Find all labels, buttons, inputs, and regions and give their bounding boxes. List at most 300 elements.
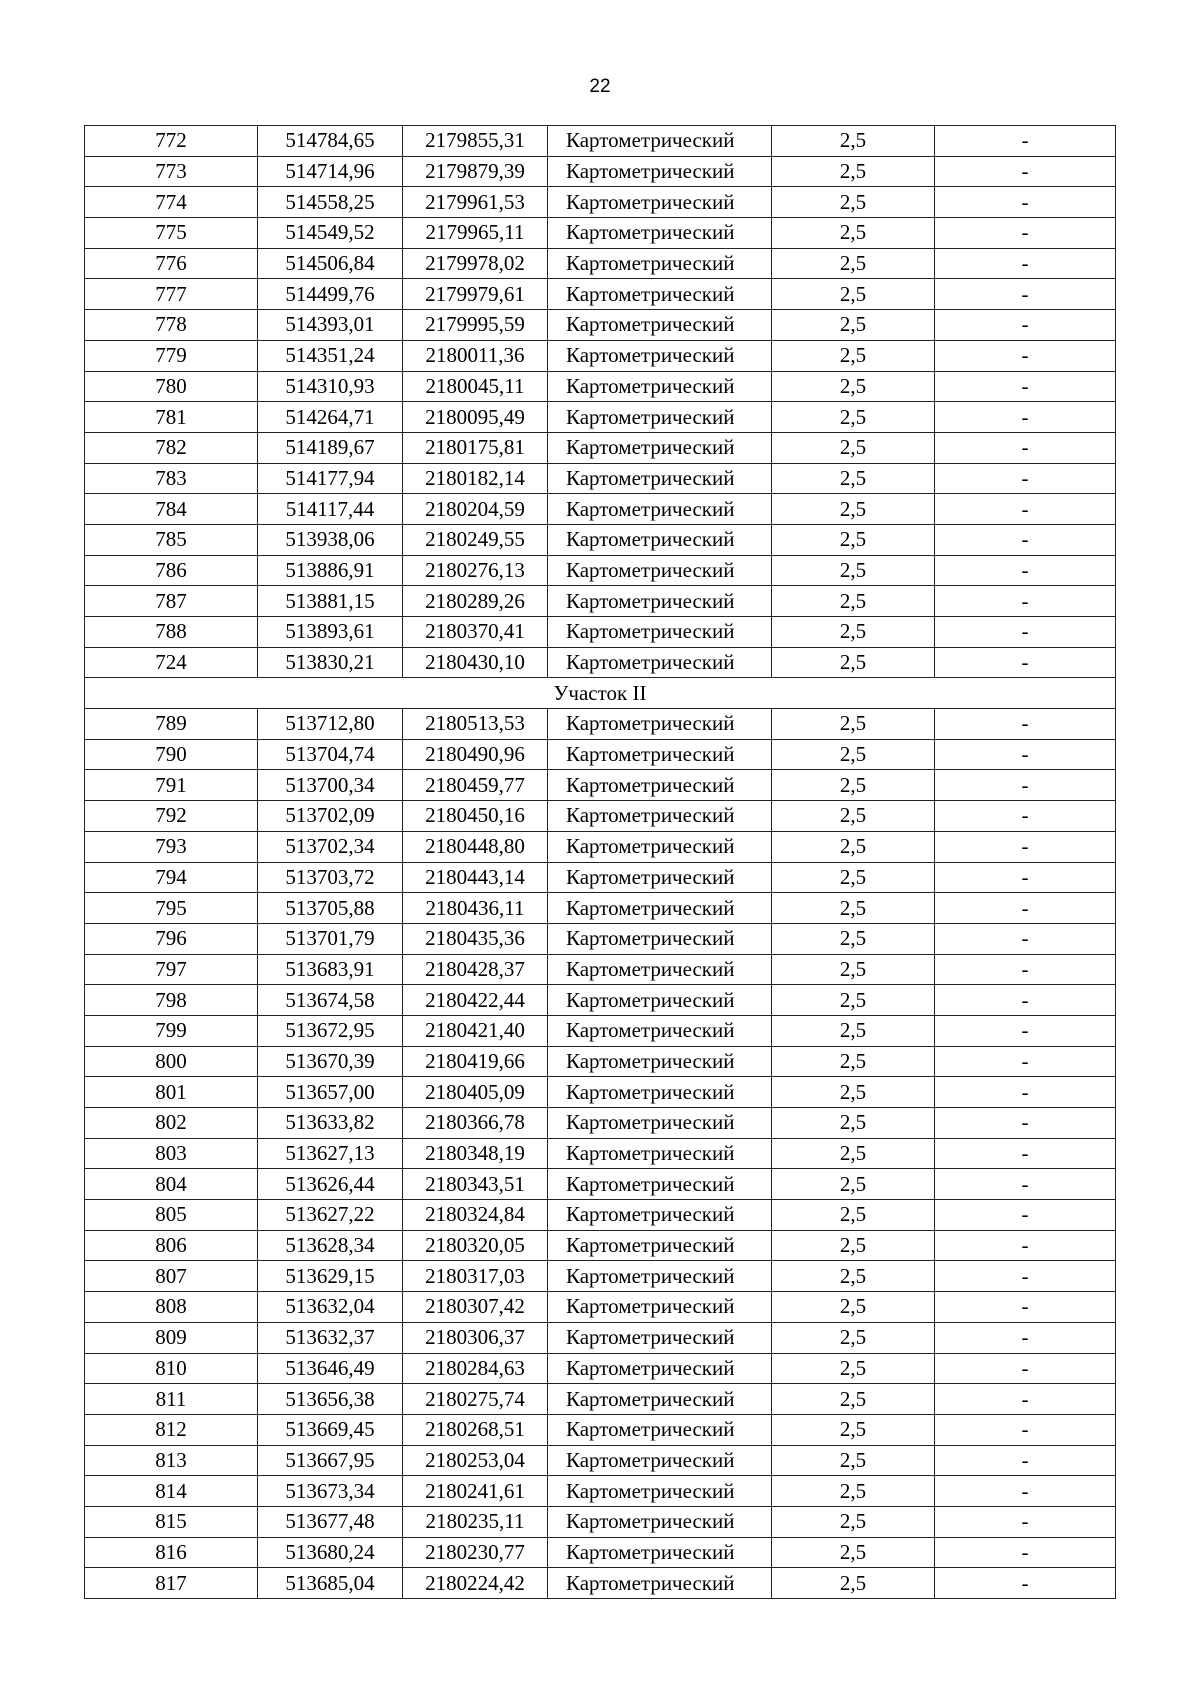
point-number-cell: 805 (85, 1200, 258, 1231)
page-number: 22 (589, 76, 611, 97)
y-coordinate-cell: 2180324,84 (403, 1200, 548, 1231)
method-cell: Картометрический (548, 739, 772, 770)
method-cell: Картометрический (548, 432, 772, 463)
point-number-cell: 787 (85, 586, 258, 617)
x-coordinate-cell: 513685,04 (258, 1568, 403, 1599)
y-coordinate-cell: 2180306,37 (403, 1322, 548, 1353)
accuracy-cell: 2,5 (772, 524, 935, 555)
description-cell: - (935, 248, 1116, 279)
coordinates-table-body (85, 126, 1116, 1599)
x-coordinate-cell: 513672,95 (258, 1015, 403, 1046)
table-row (85, 617, 1116, 648)
x-coordinate-cell: 513702,34 (258, 831, 403, 862)
table-row (85, 310, 1116, 341)
table-row (85, 555, 1116, 586)
method-cell: Картометрический (548, 1506, 772, 1537)
point-number-cell: 798 (85, 985, 258, 1016)
accuracy-cell: 2,5 (772, 1537, 935, 1568)
accuracy-cell: 2,5 (772, 647, 935, 678)
method-cell: Картометрический (548, 1322, 772, 1353)
description-cell: - (935, 463, 1116, 494)
y-coordinate-cell: 2180422,44 (403, 985, 548, 1016)
accuracy-cell: 2,5 (772, 1506, 935, 1537)
table-row (85, 1384, 1116, 1415)
method-cell: Картометрический (548, 371, 772, 402)
table-row (85, 770, 1116, 801)
x-coordinate-cell: 513701,79 (258, 923, 403, 954)
point-number-cell: 779 (85, 340, 258, 371)
method-cell: Картометрический (548, 156, 772, 187)
description-cell: - (935, 954, 1116, 985)
point-number-cell: 793 (85, 831, 258, 862)
description-cell: - (935, 893, 1116, 924)
accuracy-cell: 2,5 (772, 1108, 935, 1139)
description-cell: - (935, 494, 1116, 525)
accuracy-cell: 2,5 (772, 1200, 935, 1231)
method-cell: Картометрический (548, 985, 772, 1016)
y-coordinate-cell: 2180204,59 (403, 494, 548, 525)
x-coordinate-cell: 513677,48 (258, 1506, 403, 1537)
accuracy-cell: 2,5 (772, 1568, 935, 1599)
method-cell: Картометрический (548, 586, 772, 617)
method-cell: Картометрический (548, 1261, 772, 1292)
table-row (85, 371, 1116, 402)
method-cell: Картометрический (548, 218, 772, 249)
x-coordinate-cell: 513669,45 (258, 1414, 403, 1445)
y-coordinate-cell: 2180045,11 (403, 371, 548, 402)
description-cell: - (935, 156, 1116, 187)
y-coordinate-cell: 2180253,04 (403, 1445, 548, 1476)
method-cell: Картометрический (548, 463, 772, 494)
accuracy-cell: 2,5 (772, 218, 935, 249)
accuracy-cell: 2,5 (772, 402, 935, 433)
description-cell: - (935, 647, 1116, 678)
y-coordinate-cell: 2179995,59 (403, 310, 548, 341)
description-cell: - (935, 1108, 1116, 1139)
description-cell: - (935, 1292, 1116, 1323)
x-coordinate-cell: 514499,76 (258, 279, 403, 310)
description-cell: - (935, 1046, 1116, 1077)
point-number-cell: 800 (85, 1046, 258, 1077)
table-row (85, 801, 1116, 832)
description-cell: - (935, 1384, 1116, 1415)
accuracy-cell: 2,5 (772, 985, 935, 1016)
x-coordinate-cell: 514177,94 (258, 463, 403, 494)
y-coordinate-cell: 2180348,19 (403, 1138, 548, 1169)
point-number-cell: 792 (85, 801, 258, 832)
y-coordinate-cell: 2180182,14 (403, 463, 548, 494)
x-coordinate-cell: 514393,01 (258, 310, 403, 341)
table-row (85, 923, 1116, 954)
accuracy-cell: 2,5 (772, 1046, 935, 1077)
y-coordinate-cell: 2180435,36 (403, 923, 548, 954)
x-coordinate-cell: 513700,34 (258, 770, 403, 801)
x-coordinate-cell: 514351,24 (258, 340, 403, 371)
table-row (85, 1108, 1116, 1139)
x-coordinate-cell: 513881,15 (258, 586, 403, 617)
point-number-cell: 814 (85, 1476, 258, 1507)
y-coordinate-cell: 2180343,51 (403, 1169, 548, 1200)
table-row (85, 156, 1116, 187)
description-cell: - (935, 770, 1116, 801)
method-cell: Картометрический (548, 1077, 772, 1108)
description-cell: - (935, 1261, 1116, 1292)
x-coordinate-cell: 513646,49 (258, 1353, 403, 1384)
x-coordinate-cell: 513704,74 (258, 739, 403, 770)
accuracy-cell: 2,5 (772, 586, 935, 617)
accuracy-cell: 2,5 (772, 1353, 935, 1384)
accuracy-cell: 2,5 (772, 1077, 935, 1108)
x-coordinate-cell: 513702,09 (258, 801, 403, 832)
table-row (85, 524, 1116, 555)
point-number-cell: 778 (85, 310, 258, 341)
y-coordinate-cell: 2180011,36 (403, 340, 548, 371)
accuracy-cell: 2,5 (772, 248, 935, 279)
accuracy-cell: 2,5 (772, 187, 935, 218)
x-coordinate-cell: 513712,80 (258, 709, 403, 740)
x-coordinate-cell: 513674,58 (258, 985, 403, 1016)
method-cell: Картометрический (548, 647, 772, 678)
point-number-cell: 772 (85, 126, 258, 157)
description-cell: - (935, 862, 1116, 893)
description-cell: - (935, 923, 1116, 954)
method-cell: Картометрический (548, 1414, 772, 1445)
table-row (85, 1169, 1116, 1200)
accuracy-cell: 2,5 (772, 126, 935, 157)
table-row (85, 494, 1116, 525)
description-cell: - (935, 739, 1116, 770)
x-coordinate-cell: 513680,24 (258, 1537, 403, 1568)
y-coordinate-cell: 2179979,61 (403, 279, 548, 310)
method-cell: Картометрический (548, 1108, 772, 1139)
y-coordinate-cell: 2180289,26 (403, 586, 548, 617)
table-row (85, 1230, 1116, 1261)
x-coordinate-cell: 513656,38 (258, 1384, 403, 1415)
table-row (85, 1353, 1116, 1384)
accuracy-cell: 2,5 (772, 739, 935, 770)
x-coordinate-cell: 514117,44 (258, 494, 403, 525)
table-row (85, 1261, 1116, 1292)
table-row (85, 1476, 1116, 1507)
description-cell: - (935, 985, 1116, 1016)
method-cell: Картометрический (548, 310, 772, 341)
point-number-cell: 790 (85, 739, 258, 770)
table-row (85, 739, 1116, 770)
accuracy-cell: 2,5 (772, 371, 935, 402)
table-row (85, 218, 1116, 249)
x-coordinate-cell: 514549,52 (258, 218, 403, 249)
y-coordinate-cell: 2180370,41 (403, 617, 548, 648)
y-coordinate-cell: 2180175,81 (403, 432, 548, 463)
y-coordinate-cell: 2179961,53 (403, 187, 548, 218)
x-coordinate-cell: 514264,71 (258, 402, 403, 433)
accuracy-cell: 2,5 (772, 923, 935, 954)
table-row (85, 1445, 1116, 1476)
point-number-cell: 789 (85, 709, 258, 740)
accuracy-cell: 2,5 (772, 1292, 935, 1323)
y-coordinate-cell: 2180421,40 (403, 1015, 548, 1046)
y-coordinate-cell: 2180230,77 (403, 1537, 548, 1568)
accuracy-cell: 2,5 (772, 1414, 935, 1445)
method-cell: Картометрический (548, 617, 772, 648)
method-cell: Картометрический (548, 248, 772, 279)
point-number-cell: 816 (85, 1537, 258, 1568)
description-cell: - (935, 524, 1116, 555)
description-cell: - (935, 310, 1116, 341)
accuracy-cell: 2,5 (772, 156, 935, 187)
point-number-cell: 780 (85, 371, 258, 402)
accuracy-cell: 2,5 (772, 862, 935, 893)
description-cell: - (935, 126, 1116, 157)
point-number-cell: 777 (85, 279, 258, 310)
table-row (85, 187, 1116, 218)
y-coordinate-cell: 2180095,49 (403, 402, 548, 433)
point-number-cell: 806 (85, 1230, 258, 1261)
description-cell: - (935, 1169, 1116, 1200)
description-cell: - (935, 1015, 1116, 1046)
description-cell: - (935, 709, 1116, 740)
point-number-cell: 775 (85, 218, 258, 249)
point-number-cell: 794 (85, 862, 258, 893)
method-cell: Картометрический (548, 1200, 772, 1231)
table-row (85, 862, 1116, 893)
x-coordinate-cell: 513627,22 (258, 1200, 403, 1231)
x-coordinate-cell: 513667,95 (258, 1445, 403, 1476)
x-coordinate-cell: 514506,84 (258, 248, 403, 279)
method-cell: Картометрический (548, 126, 772, 157)
x-coordinate-cell: 513886,91 (258, 555, 403, 586)
table-row (85, 893, 1116, 924)
x-coordinate-cell: 513629,15 (258, 1261, 403, 1292)
description-cell: - (935, 1322, 1116, 1353)
table-row (85, 709, 1116, 740)
y-coordinate-cell: 2180459,77 (403, 770, 548, 801)
description-cell: - (935, 432, 1116, 463)
point-number-cell: 801 (85, 1077, 258, 1108)
y-coordinate-cell: 2180307,42 (403, 1292, 548, 1323)
point-number-cell: 807 (85, 1261, 258, 1292)
point-number-cell: 782 (85, 432, 258, 463)
description-cell: - (935, 187, 1116, 218)
table-row (85, 1077, 1116, 1108)
description-cell: - (935, 1506, 1116, 1537)
accuracy-cell: 2,5 (772, 310, 935, 341)
method-cell: Картометрический (548, 831, 772, 862)
accuracy-cell: 2,5 (772, 1384, 935, 1415)
section-header-row (85, 678, 1116, 709)
y-coordinate-cell: 2180284,63 (403, 1353, 548, 1384)
point-number-cell: 811 (85, 1384, 258, 1415)
method-cell: Картометрический (548, 801, 772, 832)
description-cell: - (935, 340, 1116, 371)
description-cell: - (935, 617, 1116, 648)
table-row (85, 340, 1116, 371)
table-row (85, 1568, 1116, 1599)
accuracy-cell: 2,5 (772, 1169, 935, 1200)
description-cell: - (935, 1200, 1116, 1231)
method-cell: Картометрический (548, 709, 772, 740)
y-coordinate-cell: 2180428,37 (403, 954, 548, 985)
x-coordinate-cell: 513938,06 (258, 524, 403, 555)
method-cell: Картометрический (548, 1138, 772, 1169)
table-row (85, 1015, 1116, 1046)
accuracy-cell: 2,5 (772, 770, 935, 801)
point-number-cell: 788 (85, 617, 258, 648)
description-cell: - (935, 402, 1116, 433)
accuracy-cell: 2,5 (772, 1138, 935, 1169)
coordinates-table (84, 125, 1116, 1599)
table-row (85, 126, 1116, 157)
accuracy-cell: 2,5 (772, 432, 935, 463)
x-coordinate-cell: 513683,91 (258, 954, 403, 985)
accuracy-cell: 2,5 (772, 1261, 935, 1292)
y-coordinate-cell: 2180275,74 (403, 1384, 548, 1415)
method-cell: Картометрический (548, 1445, 772, 1476)
y-coordinate-cell: 2179965,11 (403, 218, 548, 249)
x-coordinate-cell: 513670,39 (258, 1046, 403, 1077)
table-row (85, 647, 1116, 678)
x-coordinate-cell: 514310,93 (258, 371, 403, 402)
description-cell: - (935, 586, 1116, 617)
point-number-cell: 797 (85, 954, 258, 985)
accuracy-cell: 2,5 (772, 1230, 935, 1261)
y-coordinate-cell: 2179978,02 (403, 248, 548, 279)
y-coordinate-cell: 2180235,11 (403, 1506, 548, 1537)
table-row (85, 432, 1116, 463)
table-row (85, 248, 1116, 279)
method-cell: Картометрический (548, 555, 772, 586)
point-number-cell: 724 (85, 647, 258, 678)
accuracy-cell: 2,5 (772, 279, 935, 310)
point-number-cell: 813 (85, 1445, 258, 1476)
x-coordinate-cell: 513673,34 (258, 1476, 403, 1507)
x-coordinate-cell: 513632,04 (258, 1292, 403, 1323)
point-number-cell: 783 (85, 463, 258, 494)
y-coordinate-cell: 2180419,66 (403, 1046, 548, 1077)
point-number-cell: 774 (85, 187, 258, 218)
x-coordinate-cell: 513830,21 (258, 647, 403, 678)
y-coordinate-cell: 2180436,11 (403, 893, 548, 924)
point-number-cell: 803 (85, 1138, 258, 1169)
table-row (85, 463, 1116, 494)
x-coordinate-cell: 514558,25 (258, 187, 403, 218)
method-cell: Картометрический (548, 923, 772, 954)
method-cell: Картометрический (548, 1230, 772, 1261)
point-number-cell: 804 (85, 1169, 258, 1200)
method-cell: Картометрический (548, 1537, 772, 1568)
description-cell: - (935, 1230, 1116, 1261)
y-coordinate-cell: 2180224,42 (403, 1568, 548, 1599)
y-coordinate-cell: 2180450,16 (403, 801, 548, 832)
x-coordinate-cell: 513703,72 (258, 862, 403, 893)
accuracy-cell: 2,5 (772, 555, 935, 586)
y-coordinate-cell: 2180268,51 (403, 1414, 548, 1445)
point-number-cell: 784 (85, 494, 258, 525)
description-cell: - (935, 1077, 1116, 1108)
table-row (85, 279, 1116, 310)
y-coordinate-cell: 2180317,03 (403, 1261, 548, 1292)
table-row (85, 1322, 1116, 1353)
point-number-cell: 799 (85, 1015, 258, 1046)
method-cell: Картометрический (548, 1476, 772, 1507)
description-cell: - (935, 1414, 1116, 1445)
description-cell: - (935, 279, 1116, 310)
accuracy-cell: 2,5 (772, 1322, 935, 1353)
x-coordinate-cell: 513628,34 (258, 1230, 403, 1261)
table-row (85, 954, 1116, 985)
point-number-cell: 809 (85, 1322, 258, 1353)
table-row (85, 1138, 1116, 1169)
accuracy-cell: 2,5 (772, 1445, 935, 1476)
method-cell: Картометрический (548, 1169, 772, 1200)
point-number-cell: 791 (85, 770, 258, 801)
y-coordinate-cell: 2180405,09 (403, 1077, 548, 1108)
description-cell: - (935, 1537, 1116, 1568)
method-cell: Картометрический (548, 1353, 772, 1384)
method-cell: Картометрический (548, 1568, 772, 1599)
description-cell: - (935, 371, 1116, 402)
point-number-cell: 776 (85, 248, 258, 279)
accuracy-cell: 2,5 (772, 617, 935, 648)
method-cell: Картометрический (548, 1046, 772, 1077)
table-row (85, 985, 1116, 1016)
x-coordinate-cell: 513632,37 (258, 1322, 403, 1353)
x-coordinate-cell: 513626,44 (258, 1169, 403, 1200)
point-number-cell: 786 (85, 555, 258, 586)
accuracy-cell: 2,5 (772, 1476, 935, 1507)
table-row (85, 1292, 1116, 1323)
y-coordinate-cell: 2179879,39 (403, 156, 548, 187)
method-cell: Картометрический (548, 893, 772, 924)
method-cell: Картометрический (548, 770, 772, 801)
point-number-cell: 796 (85, 923, 258, 954)
description-cell: - (935, 1445, 1116, 1476)
x-coordinate-cell: 513633,82 (258, 1108, 403, 1139)
description-cell: - (935, 555, 1116, 586)
x-coordinate-cell: 514189,67 (258, 432, 403, 463)
method-cell: Картометрический (548, 862, 772, 893)
point-number-cell: 810 (85, 1353, 258, 1384)
y-coordinate-cell: 2180366,78 (403, 1108, 548, 1139)
method-cell: Картометрический (548, 1292, 772, 1323)
y-coordinate-cell: 2180443,14 (403, 862, 548, 893)
y-coordinate-cell: 2180241,61 (403, 1476, 548, 1507)
x-coordinate-cell: 513893,61 (258, 617, 403, 648)
y-coordinate-cell: 2180513,53 (403, 709, 548, 740)
description-cell: - (935, 1353, 1116, 1384)
y-coordinate-cell: 2180490,96 (403, 739, 548, 770)
point-number-cell: 817 (85, 1568, 258, 1599)
table-row (85, 586, 1116, 617)
description-cell: - (935, 831, 1116, 862)
method-cell: Картометрический (548, 279, 772, 310)
method-cell: Картометрический (548, 1015, 772, 1046)
accuracy-cell: 2,5 (772, 893, 935, 924)
accuracy-cell: 2,5 (772, 831, 935, 862)
y-coordinate-cell: 2179855,31 (403, 126, 548, 157)
x-coordinate-cell: 514784,65 (258, 126, 403, 157)
y-coordinate-cell: 2180448,80 (403, 831, 548, 862)
method-cell: Картометрический (548, 187, 772, 218)
point-number-cell: 785 (85, 524, 258, 555)
point-number-cell: 795 (85, 893, 258, 924)
x-coordinate-cell: 514714,96 (258, 156, 403, 187)
method-cell: Картометрический (548, 402, 772, 433)
accuracy-cell: 2,5 (772, 801, 935, 832)
accuracy-cell: 2,5 (772, 954, 935, 985)
accuracy-cell: 2,5 (772, 1015, 935, 1046)
point-number-cell: 802 (85, 1108, 258, 1139)
